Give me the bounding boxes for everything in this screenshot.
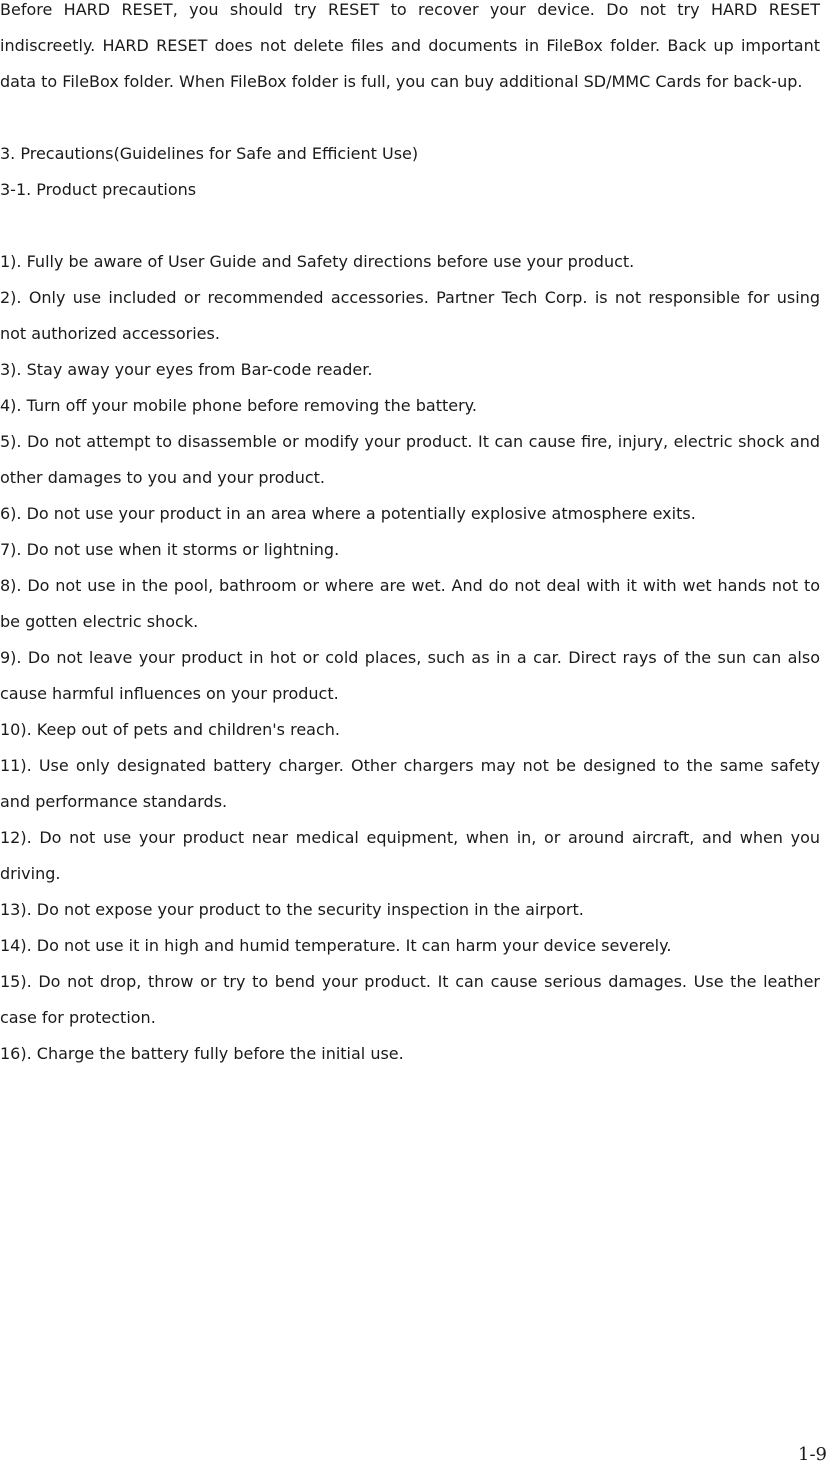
list-item: 9). Do not leave your product in hot or cold places, such as in a car. Direct rays of the sun can also cause harmful influences on your product. [0,648,820,703]
list-item: 14). Do not use it in high and humid temperature. It can harm your device severely. [0,936,672,955]
page-number: 1-9 [798,1444,827,1465]
list-item: 8). Do not use in the pool, bathroom or where are wet. And do not deal with it with wet hands not to be gotten electric shock. [0,576,820,631]
subsection-heading: 3-1. Product precautions [0,180,197,199]
list-item: 15). Do not drop, throw or try to bend your product. It can cause serious damages. Use the leather case for protection. [0,972,820,1027]
spacer [0,100,820,136]
spacer [0,208,820,244]
list-item: 2). Only use included or recommended accessories. Partner Tech Corp. is not responsible for using not authorized accessories. [0,288,820,343]
list-item: 4). Turn off your mobile phone before removing the battery. [0,396,477,415]
list-item: 16). Charge the battery fully before the initial use. [0,1044,404,1063]
list-item: 11). Use only designated battery charger. Other chargers may not be designed to the same safety and performance standards. [0,756,820,811]
list-item: 10). Keep out of pets and children's reach. [0,720,340,739]
list-item: 6). Do not use your product in an area where a potentially explosive atmosphere exits. [0,504,696,523]
precautions-list [0,244,820,1072]
section-heading: 3. Precautions(Guidelines for Safe and Efficient Use) [0,144,419,163]
list-item: 3). Stay away your eyes from Bar-code reader. [0,360,373,379]
list-item: 13). Do not expose your product to the security inspection in the airport. [0,900,584,919]
list-item: 7). Do not use when it storms or lightning. [0,540,340,559]
list-item: 12). Do not use your product near medical equipment, when in, or around aircraft, and when you driving. [0,828,820,883]
list-item: 5). Do not attempt to disassemble or modify your product. It can cause fire, injury, electric shock and other damages to you and your product. [0,432,820,487]
list-item: 1). Fully be aware of User Guide and Safety directions before use your product. [0,252,635,271]
intro-paragraph: Before HARD RESET, you should try RESET to recover your device. Do not try HARD RESET indiscreetly. HARD RESET does not delete files and documents in FileBox folder. Back up important data to FileBox folder. When FileBox folder is full, you can buy additional SD/MMC Cards for back-up. [0,0,820,91]
